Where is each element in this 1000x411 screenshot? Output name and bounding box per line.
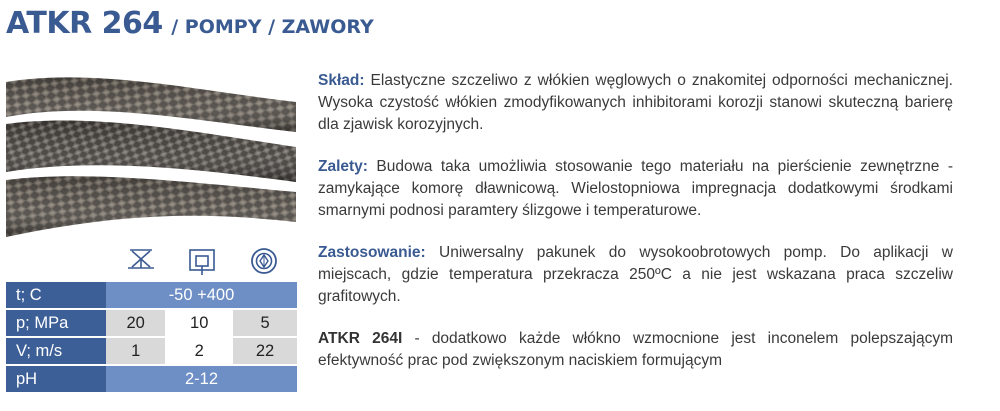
pump-icon — [187, 246, 217, 276]
pressure-rotary: 5 — [231, 310, 297, 336]
text-zastosowanie: Uniwersalny pakunek do wysokoobrotowych pomp. Do aplikacji w miejscach, gdzie temperatura przekracza 250ºC a nie jest wskazana praca szczeliw grafitowych. — [318, 244, 953, 305]
paragraph-variant — [318, 328, 953, 372]
parameters-table — [6, 280, 297, 394]
ph-range: 2-12 — [106, 366, 297, 392]
row-label: p; MPa — [6, 310, 106, 336]
label-sklad: Skład: — [318, 72, 365, 89]
label-zastosowanie: Zastosowanie: — [318, 244, 426, 261]
product-photo — [6, 62, 296, 242]
table-row-pressure — [6, 310, 297, 336]
label-variant: ATKR 264I — [318, 330, 403, 347]
velocity-rotary: 22 — [231, 338, 297, 364]
description — [318, 70, 953, 392]
row-label: pH — [6, 366, 106, 392]
product-category: / POMPY / ZAWORY — [171, 16, 374, 38]
valve-icon — [126, 246, 156, 276]
velocity-pump: 2 — [165, 338, 231, 364]
temperature-range: -50 +400 — [106, 282, 297, 308]
application-icons — [108, 244, 297, 278]
table-row-ph — [6, 366, 297, 392]
row-label: V; m/s — [6, 338, 106, 364]
label-zalety: Zalety: — [318, 158, 368, 175]
table-row-velocity — [6, 338, 297, 364]
row-label: t; C — [6, 282, 106, 308]
paragraph-sklad — [318, 70, 953, 136]
rotary-pump-icon — [249, 246, 279, 276]
text-sklad: Elastyczne szczeliwo z włókien węglowych o znakomitej odporności mechanicznej. Wysoka czystość włókien zmodyfikowanych inhibitorami korozji stanowi skuteczną barierę dla zjawisk korozyjnych. — [318, 72, 953, 133]
paragraph-zalety — [318, 156, 953, 222]
table-row-temperature — [6, 282, 297, 308]
pressure-valve: 20 — [106, 310, 165, 336]
velocity-valve: 1 — [106, 338, 165, 364]
page-title — [6, 6, 374, 41]
product-code: ATKR 264 — [6, 6, 163, 41]
text-zalety: Budowa taka umożliwia stosowanie tego materiału na pierścienie zewnętrzne - zamykające komorę dławnicową. Wielostopniowa impregnacja dodatkowymi środkami smarnymi podnosi paramtery ślizgowe i temperaturowe. — [318, 158, 953, 219]
pressure-pump: 10 — [165, 310, 231, 336]
text-variant: - dodatkowo każde włókno wzmocnione jest inconelem polepszającym efektywność prac pod zwiększonym naciskiem formującym — [318, 330, 953, 369]
paragraph-zastosowanie — [318, 242, 953, 308]
